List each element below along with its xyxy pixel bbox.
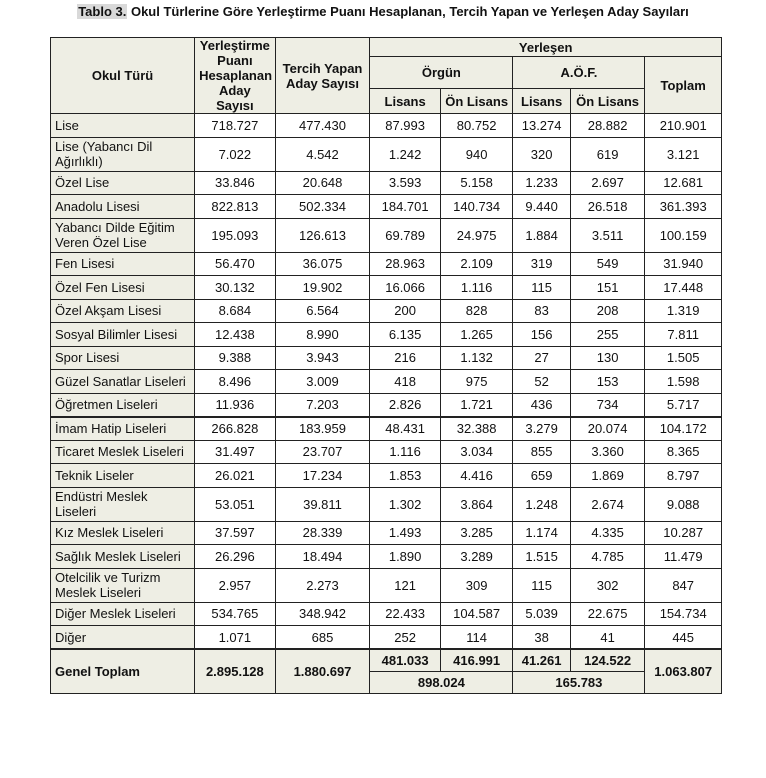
cell-orgun-lisans: 1.242 (370, 137, 441, 171)
total-aof-sum: 165.783 (513, 671, 645, 693)
cell-orgun-on-lisans: 3.864 (440, 487, 513, 521)
cell-placement-score: 12.438 (195, 323, 276, 347)
row-label: Sağlık Meslek Liseleri (51, 545, 195, 569)
cell-preference: 23.707 (275, 440, 370, 464)
cell-total: 12.681 (645, 171, 722, 195)
cell-aof-on-lisans: 549 (570, 252, 645, 276)
cell-total: 11.479 (645, 545, 722, 569)
table-row (51, 252, 722, 276)
cell-total: 17.448 (645, 276, 722, 300)
cell-total: 210.901 (645, 114, 722, 138)
header-school-type: Okul Türü (51, 38, 195, 114)
cell-aof-on-lisans: 2.674 (570, 487, 645, 521)
table-row (51, 114, 722, 138)
cell-total: 445 (645, 626, 722, 650)
row-label: Özel Akşam Lisesi (51, 299, 195, 323)
cell-total: 104.172 (645, 417, 722, 441)
cell-placement-score: 30.132 (195, 276, 276, 300)
cell-aof-lisans: 1.248 (513, 487, 570, 521)
cell-orgun-on-lisans: 3.289 (440, 545, 513, 569)
cell-preference: 2.273 (275, 568, 370, 602)
cell-placement-score: 266.828 (195, 417, 276, 441)
header-placement-score: Yerleştirme Puanı Hesaplanan Aday Sayısı (195, 38, 276, 114)
row-label: Diğer (51, 626, 195, 650)
cell-aof-on-lisans: 41 (570, 626, 645, 650)
cell-preference: 17.234 (275, 464, 370, 488)
cell-total: 5.717 (645, 393, 722, 417)
cell-orgun-lisans: 1.493 (370, 521, 441, 545)
cell-total: 3.121 (645, 137, 722, 171)
cell-orgun-lisans: 28.963 (370, 252, 441, 276)
cell-preference: 4.542 (275, 137, 370, 171)
cell-aof-on-lisans: 22.675 (570, 602, 645, 626)
cell-orgun-lisans: 16.066 (370, 276, 441, 300)
cell-aof-lisans: 115 (513, 276, 570, 300)
cell-orgun-on-lisans: 309 (440, 568, 513, 602)
cell-total: 8.797 (645, 464, 722, 488)
cell-orgun-lisans: 200 (370, 299, 441, 323)
cell-preference: 36.075 (275, 252, 370, 276)
cell-orgun-lisans: 3.593 (370, 171, 441, 195)
total-orgun-on-lisans: 416.991 (440, 649, 513, 671)
cell-orgun-on-lisans: 104.587 (440, 602, 513, 626)
cell-placement-score: 7.022 (195, 137, 276, 171)
cell-aof-on-lisans: 734 (570, 393, 645, 417)
row-label: Özel Lise (51, 171, 195, 195)
cell-orgun-lisans: 22.433 (370, 602, 441, 626)
table-row (51, 218, 722, 252)
cell-aof-on-lisans: 1.869 (570, 464, 645, 488)
table-row (51, 137, 722, 171)
cell-aof-lisans: 659 (513, 464, 570, 488)
cell-preference: 348.942 (275, 602, 370, 626)
cell-aof-on-lisans: 2.697 (570, 171, 645, 195)
cell-placement-score: 534.765 (195, 602, 276, 626)
cell-aof-on-lisans: 3.511 (570, 218, 645, 252)
cell-total: 100.159 (645, 218, 722, 252)
cell-total: 154.734 (645, 602, 722, 626)
cell-orgun-lisans: 252 (370, 626, 441, 650)
cell-aof-on-lisans: 302 (570, 568, 645, 602)
cell-aof-lisans: 319 (513, 252, 570, 276)
table-row (51, 299, 722, 323)
cell-aof-lisans: 156 (513, 323, 570, 347)
cell-placement-score: 2.957 (195, 568, 276, 602)
cell-orgun-on-lisans: 1.265 (440, 323, 513, 347)
cell-orgun-on-lisans: 80.752 (440, 114, 513, 138)
cell-orgun-on-lisans: 24.975 (440, 218, 513, 252)
cell-preference: 19.902 (275, 276, 370, 300)
total-row (51, 649, 722, 671)
table-row (51, 393, 722, 417)
header-orgun-on-lisans: Ön Lisans (440, 89, 513, 114)
cell-placement-score: 718.727 (195, 114, 276, 138)
cell-orgun-lisans: 1.853 (370, 464, 441, 488)
cell-placement-score: 195.093 (195, 218, 276, 252)
total-placement-score: 2.895.128 (195, 649, 276, 693)
cell-orgun-on-lisans: 114 (440, 626, 513, 650)
total-orgun-sum: 898.024 (370, 671, 513, 693)
row-label: Endüstri Meslek Liseleri (51, 487, 195, 521)
row-label: Spor Lisesi (51, 346, 195, 370)
cell-aof-lisans: 83 (513, 299, 570, 323)
cell-preference: 3.009 (275, 370, 370, 394)
cell-aof-on-lisans: 4.785 (570, 545, 645, 569)
cell-placement-score: 1.071 (195, 626, 276, 650)
cell-orgun-lisans: 418 (370, 370, 441, 394)
cell-orgun-on-lisans: 140.734 (440, 195, 513, 219)
table-row (51, 521, 722, 545)
total-orgun-lisans: 481.033 (370, 649, 441, 671)
cell-total: 847 (645, 568, 722, 602)
cell-aof-lisans: 320 (513, 137, 570, 171)
table-row (51, 276, 722, 300)
caption-label: Tablo 3. (78, 4, 127, 19)
cell-orgun-on-lisans: 4.416 (440, 464, 513, 488)
cell-aof-lisans: 436 (513, 393, 570, 417)
cell-placement-score: 33.846 (195, 171, 276, 195)
row-label: Lise (Yabancı Dil Ağırlıklı) (51, 137, 195, 171)
caption-title: Okul Türlerine Göre Yerleştirme Puanı Hesaplanan, Tercih Yapan ve Yerleşen Aday Sayıları (130, 4, 689, 19)
table-caption (0, 4, 766, 19)
row-label: Ticaret Meslek Liseleri (51, 440, 195, 464)
cell-preference: 126.613 (275, 218, 370, 252)
cell-placement-score: 9.388 (195, 346, 276, 370)
total-total: 1.063.807 (645, 649, 722, 693)
cell-orgun-on-lisans: 1.116 (440, 276, 513, 300)
table-row (51, 602, 722, 626)
total-aof-lisans: 41.261 (513, 649, 570, 671)
cell-placement-score: 31.497 (195, 440, 276, 464)
cell-preference: 6.564 (275, 299, 370, 323)
cell-aof-lisans: 27 (513, 346, 570, 370)
total-label: Genel Toplam (51, 649, 195, 693)
row-label: Fen Lisesi (51, 252, 195, 276)
cell-orgun-lisans: 6.135 (370, 323, 441, 347)
cell-total: 1.505 (645, 346, 722, 370)
cell-aof-on-lisans: 208 (570, 299, 645, 323)
cell-aof-on-lisans: 3.360 (570, 440, 645, 464)
cell-aof-on-lisans: 153 (570, 370, 645, 394)
header-orgun-lisans: Lisans (370, 89, 441, 114)
cell-placement-score: 26.296 (195, 545, 276, 569)
row-label: Sosyal Bilimler Lisesi (51, 323, 195, 347)
cell-preference: 685 (275, 626, 370, 650)
table-row (51, 568, 722, 602)
row-label: Güzel Sanatlar Liseleri (51, 370, 195, 394)
cell-orgun-lisans: 2.826 (370, 393, 441, 417)
cell-preference: 3.943 (275, 346, 370, 370)
header-aof-on-lisans: Ön Lisans (570, 89, 645, 114)
header-aof: A.Ö.F. (513, 57, 645, 89)
cell-placement-score: 26.021 (195, 464, 276, 488)
cell-preference: 8.990 (275, 323, 370, 347)
row-label: Lise (51, 114, 195, 138)
cell-aof-lisans: 3.279 (513, 417, 570, 441)
row-label: Anadolu Lisesi (51, 195, 195, 219)
cell-preference: 502.334 (275, 195, 370, 219)
cell-aof-lisans: 1.884 (513, 218, 570, 252)
cell-placement-score: 822.813 (195, 195, 276, 219)
cell-aof-lisans: 115 (513, 568, 570, 602)
cell-aof-lisans: 9.440 (513, 195, 570, 219)
cell-total: 361.393 (645, 195, 722, 219)
cell-preference: 39.811 (275, 487, 370, 521)
cell-preference: 183.959 (275, 417, 370, 441)
table-row (51, 346, 722, 370)
cell-placement-score: 53.051 (195, 487, 276, 521)
cell-aof-lisans: 1.174 (513, 521, 570, 545)
cell-orgun-lisans: 1.890 (370, 545, 441, 569)
cell-orgun-on-lisans: 940 (440, 137, 513, 171)
cell-aof-on-lisans: 4.335 (570, 521, 645, 545)
cell-total: 7.811 (645, 323, 722, 347)
cell-aof-on-lisans: 28.882 (570, 114, 645, 138)
table-row (51, 171, 722, 195)
header-placed: Yerleşen (370, 38, 722, 57)
cell-total: 9.088 (645, 487, 722, 521)
cell-orgun-on-lisans: 2.109 (440, 252, 513, 276)
row-label: İmam Hatip Liseleri (51, 417, 195, 441)
cell-aof-lisans: 38 (513, 626, 570, 650)
table-row (51, 440, 722, 464)
cell-preference: 18.494 (275, 545, 370, 569)
total-aof-on-lisans: 124.522 (570, 649, 645, 671)
table-row (51, 545, 722, 569)
cell-total: 10.287 (645, 521, 722, 545)
row-label: Teknik Liseler (51, 464, 195, 488)
cell-orgun-lisans: 1.302 (370, 487, 441, 521)
cell-aof-lisans: 855 (513, 440, 570, 464)
table-row (51, 370, 722, 394)
cell-aof-lisans: 1.515 (513, 545, 570, 569)
cell-preference: 28.339 (275, 521, 370, 545)
cell-aof-lisans: 13.274 (513, 114, 570, 138)
cell-orgun-on-lisans: 3.034 (440, 440, 513, 464)
cell-orgun-on-lisans: 3.285 (440, 521, 513, 545)
header-orgun: Örgün (370, 57, 513, 89)
table-row (51, 487, 722, 521)
cell-orgun-on-lisans: 1.721 (440, 393, 513, 417)
cell-aof-on-lisans: 20.074 (570, 417, 645, 441)
cell-total: 31.940 (645, 252, 722, 276)
cell-placement-score: 8.496 (195, 370, 276, 394)
data-table (50, 37, 722, 694)
cell-orgun-lisans: 48.431 (370, 417, 441, 441)
cell-aof-lisans: 1.233 (513, 171, 570, 195)
cell-aof-on-lisans: 619 (570, 137, 645, 171)
cell-placement-score: 8.684 (195, 299, 276, 323)
cell-preference: 20.648 (275, 171, 370, 195)
cell-total: 1.319 (645, 299, 722, 323)
cell-orgun-on-lisans: 975 (440, 370, 513, 394)
cell-orgun-on-lisans: 1.132 (440, 346, 513, 370)
cell-placement-score: 37.597 (195, 521, 276, 545)
cell-aof-lisans: 52 (513, 370, 570, 394)
cell-orgun-lisans: 216 (370, 346, 441, 370)
table-row (51, 464, 722, 488)
cell-orgun-on-lisans: 828 (440, 299, 513, 323)
header-preference: Tercih Yapan Aday Sayısı (275, 38, 370, 114)
cell-preference: 477.430 (275, 114, 370, 138)
row-label: Yabancı Dilde Eğitim Veren Özel Lise (51, 218, 195, 252)
row-label: Özel Fen Lisesi (51, 276, 195, 300)
table-row (51, 195, 722, 219)
cell-aof-on-lisans: 130 (570, 346, 645, 370)
cell-placement-score: 11.936 (195, 393, 276, 417)
cell-placement-score: 56.470 (195, 252, 276, 276)
cell-aof-on-lisans: 151 (570, 276, 645, 300)
total-preference: 1.880.697 (275, 649, 370, 693)
table-row (51, 626, 722, 650)
table-row (51, 323, 722, 347)
row-label: Öğretmen Liseleri (51, 393, 195, 417)
cell-orgun-lisans: 1.116 (370, 440, 441, 464)
cell-total: 1.598 (645, 370, 722, 394)
cell-aof-on-lisans: 26.518 (570, 195, 645, 219)
header-total: Toplam (645, 57, 722, 114)
cell-orgun-on-lisans: 5.158 (440, 171, 513, 195)
row-label: Diğer Meslek Liseleri (51, 602, 195, 626)
cell-orgun-lisans: 184.701 (370, 195, 441, 219)
cell-aof-on-lisans: 255 (570, 323, 645, 347)
row-label: Otelcilik ve Turizm Meslek Liseleri (51, 568, 195, 602)
table-row (51, 417, 722, 441)
header-aof-lisans: Lisans (513, 89, 570, 114)
cell-orgun-on-lisans: 32.388 (440, 417, 513, 441)
cell-orgun-lisans: 69.789 (370, 218, 441, 252)
cell-orgun-lisans: 121 (370, 568, 441, 602)
cell-total: 8.365 (645, 440, 722, 464)
cell-orgun-lisans: 87.993 (370, 114, 441, 138)
cell-preference: 7.203 (275, 393, 370, 417)
row-label: Kız Meslek Liseleri (51, 521, 195, 545)
cell-aof-lisans: 5.039 (513, 602, 570, 626)
